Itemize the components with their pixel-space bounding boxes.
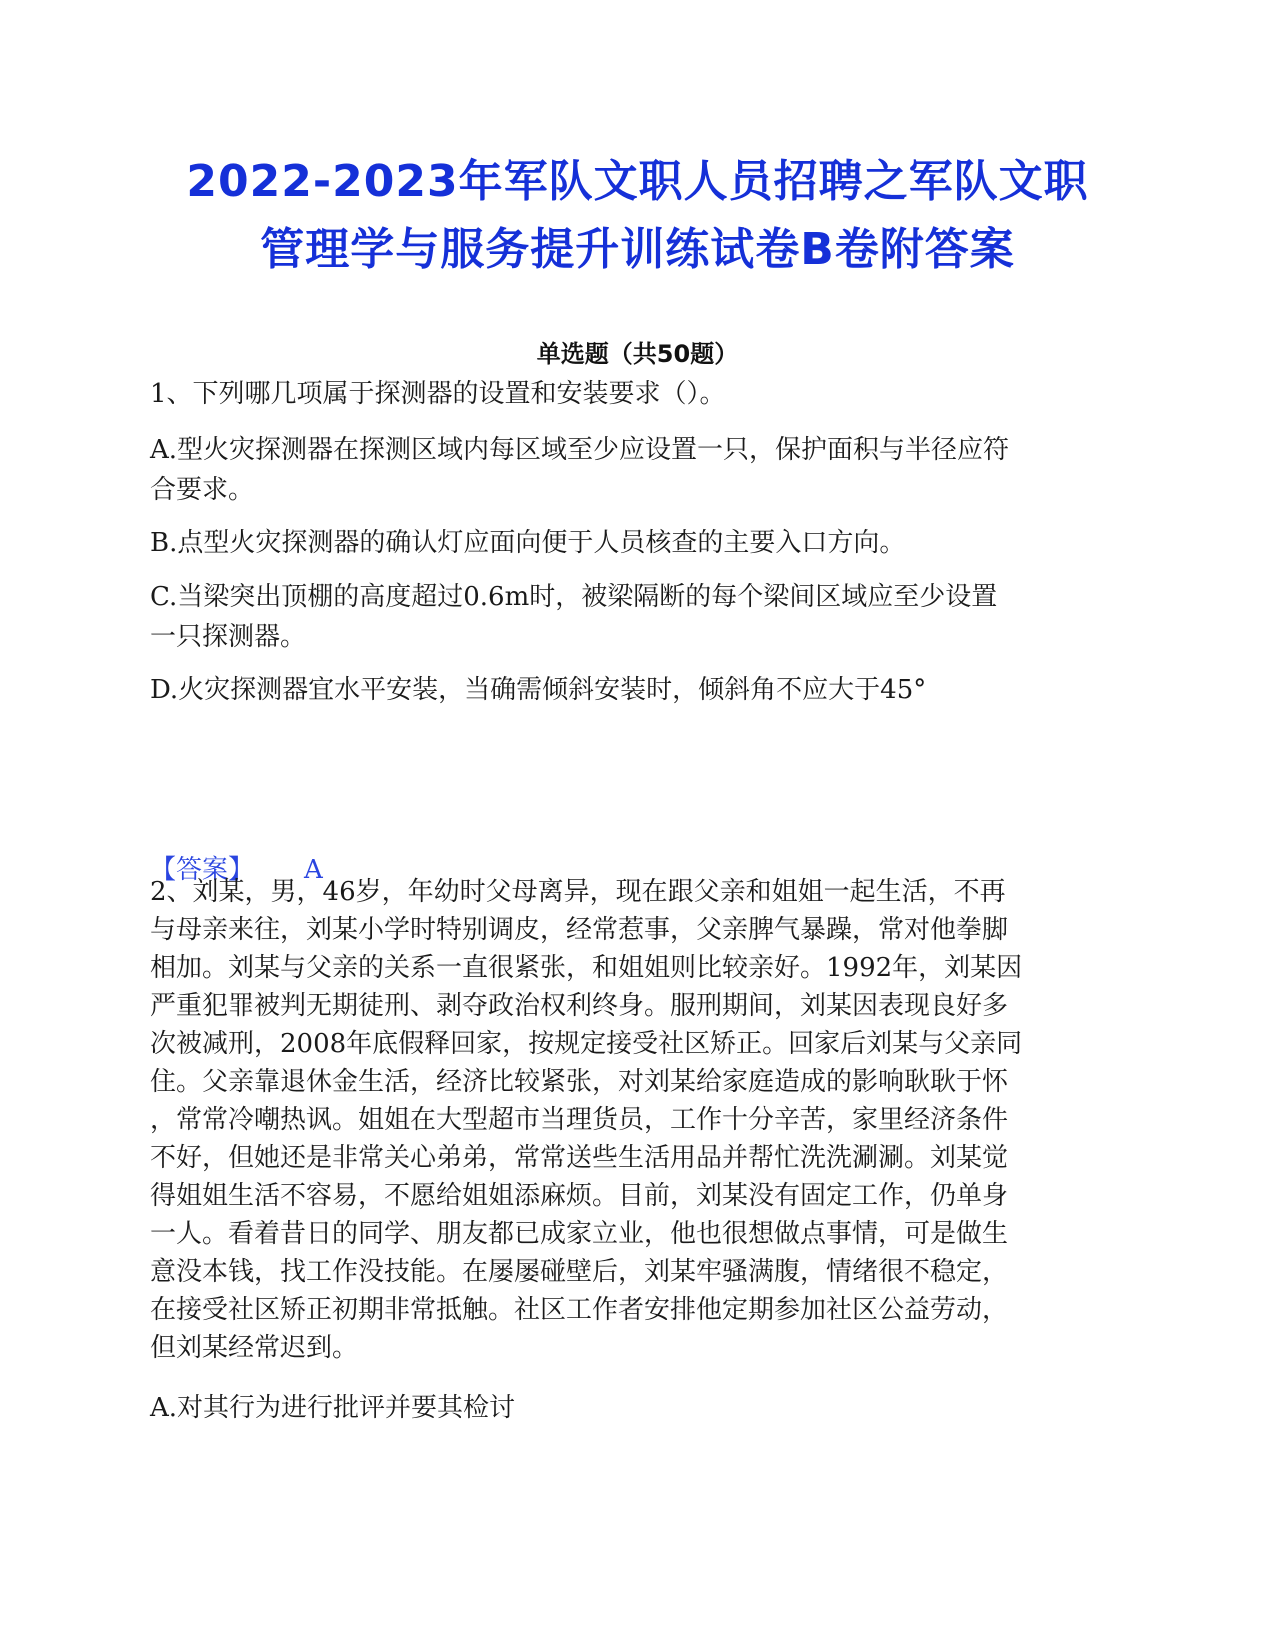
question-1-option-c-line-2: 一只探测器。 [150, 622, 307, 652]
question-2-stem-line-11: 意没本钱，找工作没技能。在屡屡碰壁后，刘某牢骚满腹，情绪很不稳定， [150, 1257, 1009, 1287]
question-1-option-b: B.点型火灾探测器的确认灯应面向便于人员核查的主要入口方向。 [150, 528, 906, 558]
question-2-stem-line-1: 2、刘某，男，46岁，年幼时父母离异，现在跟父亲和姐姐一起生活，不再 [150, 877, 1006, 907]
question-2-stem-line-13: 但刘某经常迟到。 [150, 1333, 359, 1363]
question-1-option-a-line-2: 合要求。 [150, 475, 255, 505]
question-2-stem-line-2: 与母亲来往，刘某小学时特别调皮，经常惹事，父亲脾气暴躁，常对他拳脚 [150, 915, 1009, 945]
question-2-stem-line-8: 不好，但她还是非常关心弟弟，常常送些生活用品并帮忙洗洗涮涮。刘某觉 [150, 1143, 1009, 1173]
section-heading: 单选题（共50题） [536, 340, 739, 368]
title-line-2: 管理学与服务提升训练试卷B卷附答案 [260, 224, 1015, 275]
title-line-1: 2022-2023年军队文职人员招聘之军队文职 [186, 156, 1089, 207]
question-2-stem-line-7: ，常常冷嘲热讽。姐姐在大型超市当理货员，工作十分辛苦，家里经济条件 [150, 1105, 1009, 1135]
question-2-stem-line-3: 相加。刘某与父亲的关系一直很紧张，和姐姐则比较亲好。1992年，刘某因 [150, 953, 1023, 983]
question-2-stem-line-4: 严重犯罪被判无期徒刑、剥夺政治权利终身。服刑期间，刘某因表现良好多 [150, 991, 1009, 1021]
question-2-stem-line-12: 在接受社区矫正初期非常抵触。社区工作者安排他定期参加社区公益劳动， [150, 1295, 1009, 1325]
question-1-option-c-line-1: C.当梁突出顶棚的高度超过0.6m时，被梁隔断的每个梁间区域应至少设置 [150, 582, 998, 612]
answer-label: 【答案】 [150, 855, 255, 885]
question-2-stem-line-5: 次被减刑，2008年底假释回家，按规定接受社区矫正。回家后刘某与父亲同 [150, 1029, 1023, 1059]
question-2-stem-line-9: 得姐姐生活不容易，不愿给姐姐添麻烦。目前，刘某没有固定工作，仍单身 [150, 1181, 1009, 1211]
question-2-stem-line-10: 一人。看着昔日的同学、朋友都已成家立业，他也很想做点事情，可是做生 [150, 1219, 1009, 1249]
question-2-option-a: A.对其行为进行批评并要其检讨 [150, 1393, 516, 1423]
question-1-option-d: D.火灾探测器宜水平安装，当确需倾斜安装时，倾斜角不应大于45° [150, 675, 927, 705]
question-2-stem-line-6: 住。父亲靠退休金生活，经济比较紧张，对刘某给家庭造成的影响耿耿于怀 [150, 1067, 1009, 1097]
question-1-stem: 1、下列哪几项属于探测器的设置和安装要求（）。 [150, 379, 726, 409]
question-1-option-a-line-1: A.型火灾探测器在探测区域内每区域至少应设置一只，保护面积与半径应符 [150, 435, 1010, 465]
answer-value: A [304, 855, 323, 885]
document-title [120, 148, 1155, 284]
